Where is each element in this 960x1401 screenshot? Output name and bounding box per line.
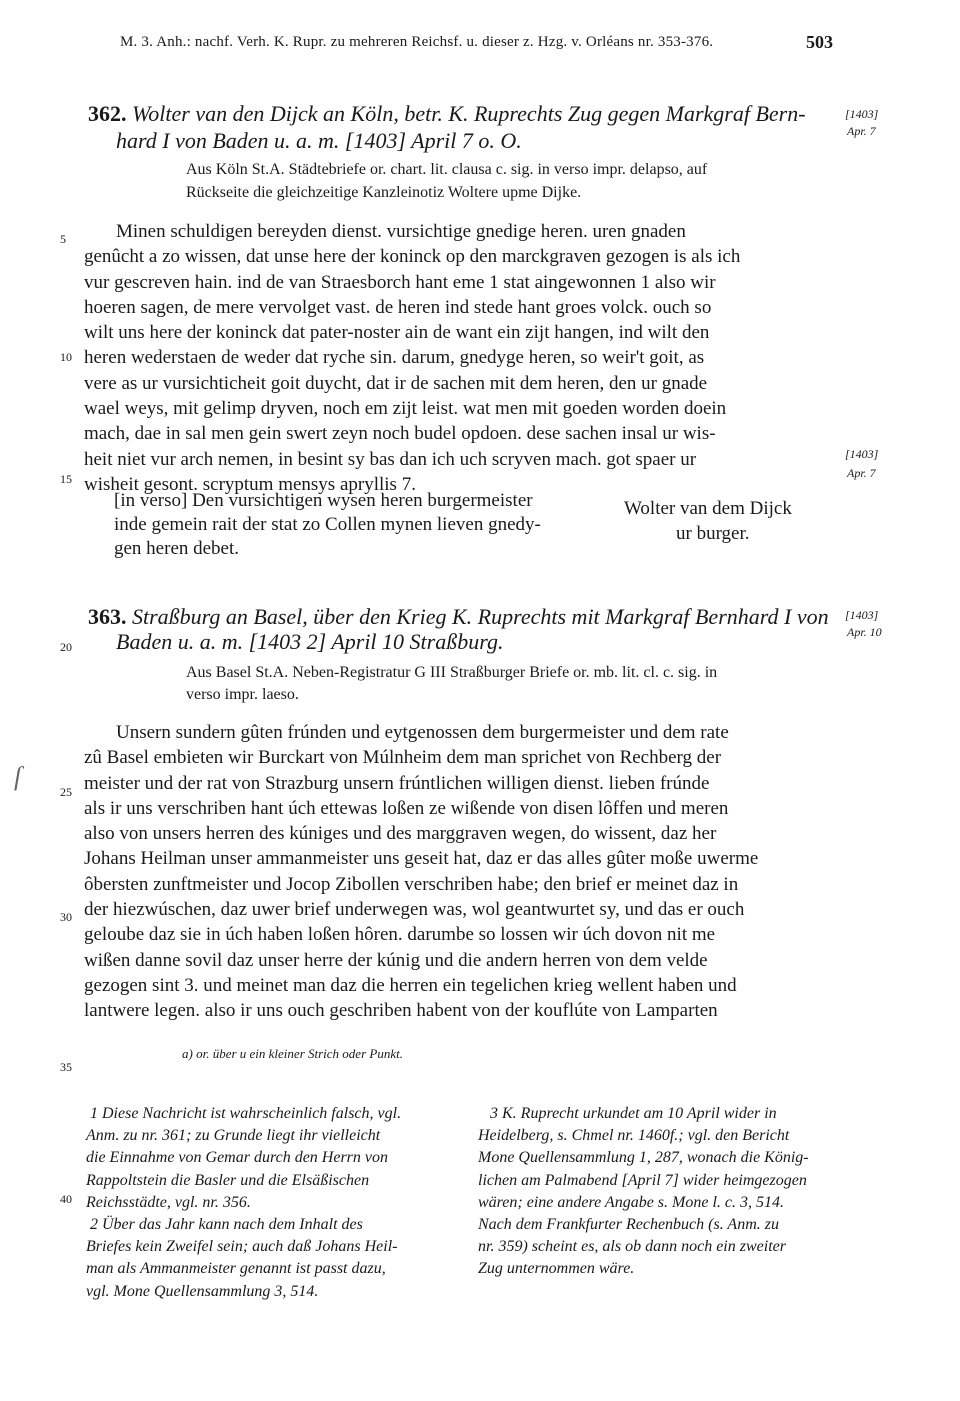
line-number: 20 [60, 640, 72, 654]
doc362-margin2-year: [1403] [845, 447, 879, 461]
doc362-title-line1 [88, 100, 806, 127]
footnote-line: Reichsstädte, vgl. nr. 356. [86, 1193, 251, 1211]
footnote-line: die Einnahme von Gemar durch den Herrn von [86, 1149, 389, 1167]
doc362-body-line: wael weys, mit gelimp dryven, noch em zijt leist. wat men mit goeden worden doein [84, 398, 727, 420]
footnote-line: Anm. zu nr. 361; zu Grunde liegt ihr vielleicht [86, 1127, 381, 1145]
doc362-verso-line: gen heren debet. [114, 538, 240, 559]
doc363-body [84, 720, 840, 1024]
doc363-body-line: zû Basel embieten wir Burckart von Múlnheim dem man sprichet von Rechberg der [84, 747, 722, 769]
doc363-body-line: als ir uns verschriben hant úch ettewas loßen ze wißende von disen lôffen und meren [84, 797, 729, 819]
page-number: 503 [806, 32, 833, 52]
footnote-line: 3 K. Ruprecht urkundet am 10 April wider in [490, 1105, 777, 1122]
doc362-signature-line2: ur burger. [676, 523, 750, 544]
running-header: M. 3. Anh.: nachf. Verh. K. Rupr. zu mehreren Reichsf. u. dieser z. Hzg. v. Orléans nr. 353-376. [120, 34, 714, 50]
footnote-line: man als Ammanmeister genannt ist passt dazu, [86, 1260, 386, 1278]
doc362-title-line2: hard I von Baden u. a. m. [1403] April 7 o. O. [116, 128, 522, 153]
footnote-line: wären; eine andere Angabe s. Mone l. c. 3, 514. [478, 1193, 785, 1211]
footnote-line: nr. 359) scheint es, als ob dann noch ein zweiter [478, 1238, 786, 1256]
doc362-verso-line: inde gemein rait der stat zo Collen mynen lieven gnedy- [114, 514, 541, 535]
doc362-number: 362. [88, 101, 127, 126]
doc362-body-line: Minen schuldigen bereyden dienst. vursichtige gnedige heren. uren gnaden [116, 221, 686, 242]
line-number: 40 [60, 1192, 72, 1206]
doc362-body-line: hoeren sagen, de mere vervolget vast. de heren ind stede hant groes volck. ouch so [84, 296, 712, 318]
doc363-body-line: der hiezwúschen, daz uwer brief underwegen was, wol geantwurtet sy, und das er ouch [84, 899, 745, 921]
doc362-verso [114, 489, 541, 561]
line-number: 30 [60, 910, 72, 924]
doc363-body-line: meister und der rat von Strazburg unsern frúntlichen willigen dienst. lieben frúnde [84, 772, 710, 794]
doc362-margin2-date: Apr. 7 [847, 466, 876, 480]
doc363-body-line: gezogen sint 3. und meinet man daz die herren ein tegelichen krieg wellent haben und [84, 974, 737, 996]
doc363-body-line: Unsern sundern gûten frúnden und eytgenossen dem burgermeister und dem rate [116, 722, 729, 743]
doc362-margin-year: [1403] [845, 107, 879, 121]
doc362-body-line: wisheit gesont. scryptum mensys apryllis 7. [84, 473, 416, 495]
doc363-margin-year: [1403] [845, 608, 879, 622]
line-number: 35 [60, 1060, 72, 1074]
footnote-line: Zug unternommen wäre. [478, 1260, 635, 1278]
doc362-verso-line: [in verso] Den vursichtigen wysen heren burgermeister [114, 490, 533, 511]
doc363-margin-date: Apr. 10 [847, 625, 882, 639]
line-number: 10 [60, 350, 72, 364]
line-number: 15 [60, 472, 72, 486]
doc362-body [84, 219, 840, 497]
line-number: 25 [60, 785, 72, 799]
line-number: 5 [60, 232, 66, 246]
footnotes-right [478, 1103, 809, 1281]
doc363-body-line: lantwere legen. also ir uns ouch geschriben habent von der kouflúte von Lamparten [84, 1000, 718, 1022]
doc363-body-line: Johans Heilman unser ammanmeister uns geseit hat, daz er das alles gûter moße uwerme [84, 848, 759, 870]
footnote-line: Rappoltstein die Basler und die Elsäßischen [86, 1171, 370, 1189]
doc363-body-line: ôbersten zunftmeister und Jocop Zibollen verschriben habe; den brief er meinet daz in [84, 873, 739, 895]
footnote-line: 1 Diese Nachricht ist wahrscheinlich falsch, vgl. [90, 1105, 402, 1122]
doc362-source-line2: Rückseite die gleichzeitige Kanzleinotiz Woltere upme Dijke. [186, 184, 582, 201]
footnote-line: Briefes kein Zweifel sein; auch daß Johans Heil- [86, 1238, 398, 1256]
doc362-signature-line1: Wolter van dem Dijck [624, 498, 792, 519]
handwritten-margin-mark: ſ [14, 762, 22, 791]
doc362-body-line: genûcht a zo wissen, dat unse here der koninck op den marckgraven gezogen is als ich [84, 246, 741, 268]
footnote-line: Mone Quellensammlung 1, 287, wonach die König- [478, 1149, 809, 1167]
footnote-line: Nach dem Frankfurter Rechenbuch (s. Anm. zu [478, 1216, 779, 1234]
doc362-body-line: vur gescreven hain. ind de van Straesborch hant eme 1 stat aingewonnen 1 also wir [84, 271, 716, 293]
doc363-source-line1: Aus Basel St.A. Neben-Registratur G III Straßburger Briefe or. mb. lit. cl. c. sig. in [186, 664, 718, 681]
doc363-title-line1 [88, 603, 829, 630]
footnote-line: vgl. Mone Quellensammlung 3, 514. [86, 1282, 319, 1300]
doc363-number: 363. [88, 604, 127, 629]
footnotes-left [86, 1103, 401, 1303]
textual-note: a) or. über u ein kleiner Strich oder Punkt. [182, 1046, 403, 1061]
doc362-body-line: vere as ur vursichticheit goit duycht, dat ir de sachen mit dem heren, den ur gnade [84, 372, 708, 394]
doc363-title-text1: Straßburg an Basel, über den Krieg K. Ruprechts mit Markgraf Bernhard I von [132, 604, 829, 629]
footnote-line: lichen am Palmabend [April 7] wider heimgezogen [478, 1171, 807, 1189]
doc362-source-line1: Aus Köln St.A. Städtebriefe or. chart. lit. clausa c. sig. in verso impr. delapso, auf [186, 161, 708, 178]
doc362-body-line: heit niet vur arch nemen, in besint sy bas dan ich uch scryven mach. got spaer ur [84, 448, 697, 470]
doc363-title-line2: Baden u. a. m. [1403 2] April 10 Straßburg. [116, 629, 504, 654]
doc363-body-line: wißen danne sovil daz unser herre der kúnig und die andern herren von dem velde [84, 949, 708, 971]
doc362-body-line: wilt uns here der koninck dat pater-noster ain de want ein zijt hangen, ind wilt den [84, 322, 710, 344]
footnote-line: 2 Über das Jahr kann nach dem Inhalt des [90, 1216, 363, 1234]
doc362-margin-date: Apr. 7 [847, 124, 876, 138]
footnote-line: Heidelberg, s. Chmel nr. 1460f.; vgl. den Bericht [478, 1127, 790, 1145]
doc363-source-line2: verso impr. laeso. [186, 686, 299, 703]
doc362-body-line: mach, dae in sal men gein swert zeyn noch budel opdoen. dese sachen insal ur wis- [84, 423, 716, 445]
doc362-body-line: heren wederstaen de weder dat ryche sin. darum, gnedyge heren, so weir't goit, as [84, 347, 705, 369]
doc362-title-text1: Wolter van den Dijck an Köln, betr. K. Ruprechts Zug gegen Markgraf Bern- [132, 101, 806, 126]
doc363-body-line: geloube daz sie in úch haben loßen hôren. darumbe so lossen wir úch dovon nit me [84, 924, 716, 946]
doc363-body-line: also von unsers herren des kúniges und des marggraven wegen, do wissent, daz her [84, 823, 717, 845]
